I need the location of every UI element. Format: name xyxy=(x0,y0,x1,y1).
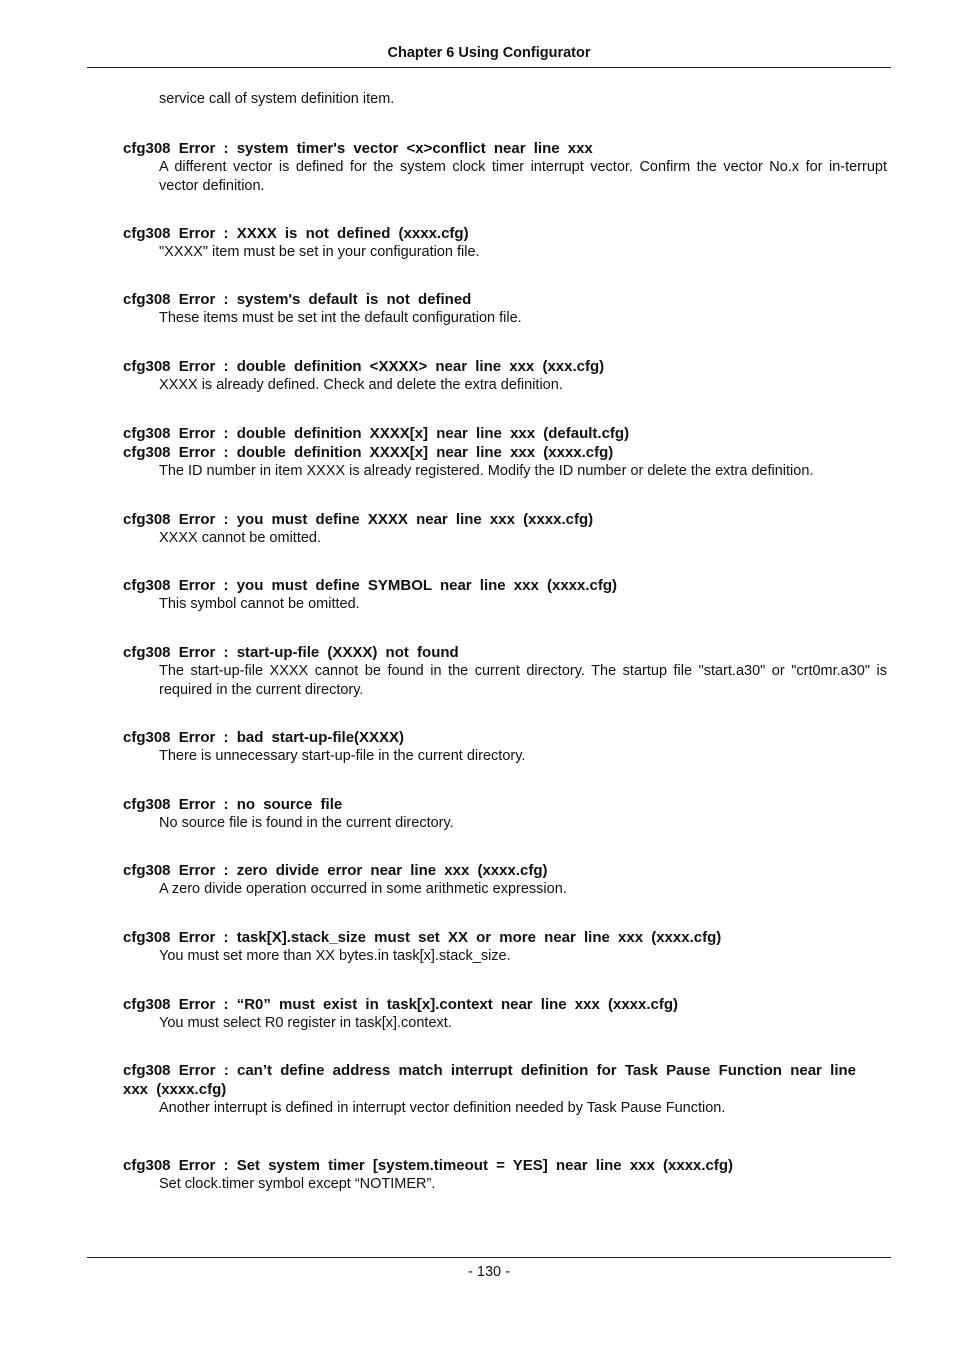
error-message: cfg308 Error : zero divide error near line xxx (xxxx.cfg) xyxy=(123,862,548,879)
error-description: The start-up-file XXXX cannot be found in the current directory. The startup file "start.a30" or "crt0mr.a30" is required in the current directory. xyxy=(159,663,887,698)
footer-rule xyxy=(87,1257,891,1258)
error-entry xyxy=(123,861,887,899)
error-description: The ID number in item XXXX is already registered. Modify the ID number or delete the extra definition. xyxy=(159,463,814,479)
error-entry xyxy=(123,576,887,614)
error-description: A zero divide operation occurred in some arithmetic expression. xyxy=(159,881,567,897)
error-entry xyxy=(123,357,887,395)
error-message: cfg308 Error : system timer's vector <x>conflict near line xxx xyxy=(123,140,593,157)
error-message: cfg308 Error : bad start-up-file(XXXX) xyxy=(123,729,405,746)
error-description: A different vector is defined for the system clock timer interrupt vector. Confirm the vector No.x for in-terrupt vector definition. xyxy=(159,159,887,194)
error-message: cfg308 Error : no source file xyxy=(123,796,343,813)
intro-text: service call of system definition item. xyxy=(159,91,395,107)
error-description: "XXXX" item must be set in your configuration file. xyxy=(159,244,480,260)
error-message: cfg308 Error : double definition <XXXX> near line xxx (xxx.cfg) xyxy=(123,358,605,375)
error-entry xyxy=(123,224,887,262)
error-message: cfg308 Error : double definition XXXX[x] near line xxx (xxxx.cfg) xyxy=(123,444,614,461)
error-message: cfg308 Error : “R0” must exist in task[x].context near line xxx (xxxx.cfg) xyxy=(123,996,679,1013)
error-entry xyxy=(123,1061,887,1118)
error-description: XXXX cannot be omitted. xyxy=(159,530,322,546)
error-description: No source file is found in the current directory. xyxy=(159,815,454,831)
error-entry xyxy=(123,995,887,1033)
error-entry xyxy=(123,643,887,699)
error-message: cfg308 Error : you must define SYMBOL near line xxx (xxxx.cfg) xyxy=(123,577,618,594)
error-message: cfg308 Error : can’t define address match interrupt definition for Task Pause Function near line xxx (xxxx.cfg) xyxy=(123,1062,856,1098)
page-number: - 130 - xyxy=(468,1264,510,1280)
error-entry xyxy=(123,1156,887,1194)
error-description: Another interrupt is defined in interrupt vector definition needed by Task Pause Function. xyxy=(159,1100,726,1116)
error-entry xyxy=(123,139,887,195)
error-message: cfg308 Error : task[X].stack_size must set XX or more near line xxx (xxxx.cfg) xyxy=(123,929,722,946)
error-entry xyxy=(123,795,887,833)
error-description: XXXX is already defined. Check and delete the extra definition. xyxy=(159,377,563,393)
error-entry xyxy=(123,728,887,766)
error-entry xyxy=(123,290,887,328)
error-message: cfg308 Error : you must define XXXX near line xxx (xxxx.cfg) xyxy=(123,511,594,528)
error-message: cfg308 Error : XXXX is not defined (xxxx.cfg) xyxy=(123,225,469,242)
error-entry xyxy=(123,510,887,548)
error-message: cfg308 Error : system's default is not defined xyxy=(123,291,472,308)
error-entry xyxy=(123,928,887,966)
header-rule xyxy=(87,67,891,68)
error-description: You must select R0 register in task[x].context. xyxy=(159,1015,452,1031)
page-header-title: Chapter 6 Using Configurator xyxy=(387,45,591,61)
error-description: These items must be set int the default configuration file. xyxy=(159,310,522,326)
error-description: Set clock.timer symbol except “NOTIMER”. xyxy=(159,1176,436,1192)
error-description: You must set more than XX bytes.in task[x].stack_size. xyxy=(159,948,511,964)
error-entry xyxy=(123,424,887,481)
error-description: There is unnecessary start-up-file in the current directory. xyxy=(159,748,526,764)
error-message: cfg308 Error : start-up-file (XXXX) not found xyxy=(123,644,459,661)
error-message: cfg308 Error : Set system timer [system.timeout = YES] near line xxx (xxxx.cfg) xyxy=(123,1157,734,1174)
error-message: cfg308 Error : double definition XXXX[x] near line xxx (default.cfg) xyxy=(123,425,630,442)
error-description: This symbol cannot be omitted. xyxy=(159,596,360,612)
